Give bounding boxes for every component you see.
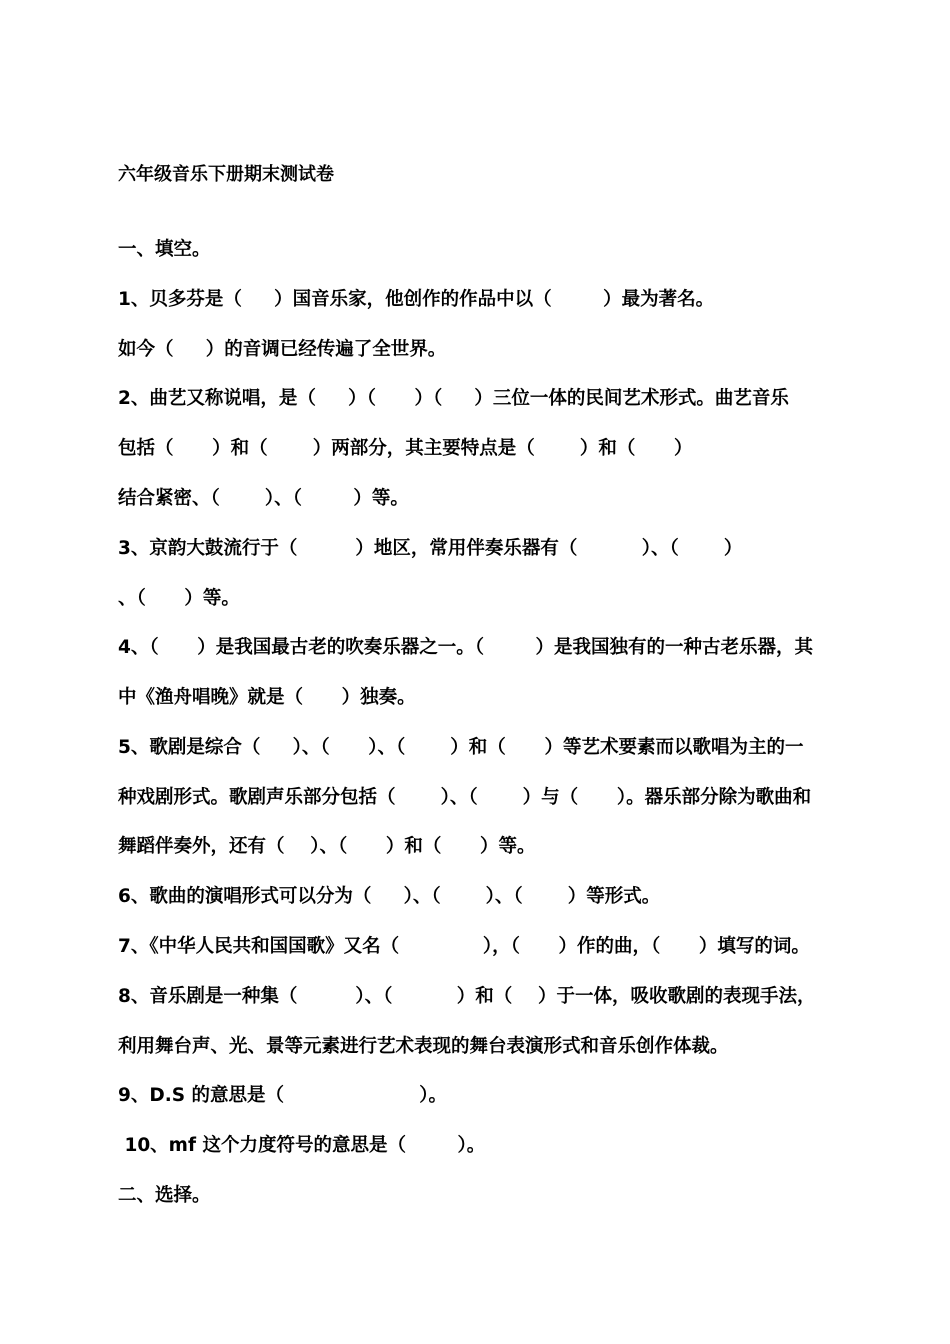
question-line: 、（ ）等。 xyxy=(118,588,240,609)
question-line: 1、贝多芬是（ ）国音乐家，他创作的作品中以（ ）最为著名。 xyxy=(118,289,715,310)
question-line: 4、（ ）是我国最古老的吹奏乐器之一。（ ）是我国独有的一种古老乐器，其 xyxy=(118,637,814,658)
question-line: 9、D.S 的意思是（ ）。 xyxy=(118,1085,448,1106)
section-heading-fill-in: 一、填空。 xyxy=(118,239,211,260)
question-line: 3、京韵大鼓流行于（ ）地区，常用伴奏乐器有（ ）、（ ） xyxy=(118,538,743,559)
question-line: 2、曲艺又称说唱，是（ ）（ ）（ ）三位一体的民间艺术形式。曲艺音乐 xyxy=(118,388,789,409)
question-line: 5、歌剧是综合（ ）、（ ）、（ ）和（ ）等艺术要素而以歌唱为主的一 xyxy=(118,737,804,758)
question-line: 结合紧密、（ ）、（ ）等。 xyxy=(118,488,409,509)
section-heading-choice: 二、选择。 xyxy=(118,1185,211,1206)
question-line: 利用舞台声、光、景等元素进行艺术表现的舞台表演形式和音乐创作体裁。 xyxy=(118,1036,729,1057)
question-line: 10、mf 这个力度符号的意思是（ ）。 xyxy=(118,1135,486,1156)
question-line: 舞蹈伴奏外，还有（ ）、（ ）和（ ）等。 xyxy=(118,836,536,857)
question-line: 如今（ ）的音调已经传遍了全世界。 xyxy=(118,339,447,360)
question-line: 7、《中华人民共和国国歌》又名（ ），（ ）作的曲，（ ）填写的词。 xyxy=(118,936,810,957)
question-line: 8、音乐剧是一种集（ ）、（ ）和（ ）于一体，吸收歌剧的表现手法， xyxy=(118,986,816,1007)
question-line: 种戏剧形式。歌剧声乐部分包括（ ）、（ ）与（ ）。器乐部分除为歌曲和 xyxy=(118,787,812,808)
question-line: 6、歌曲的演唱形式可以分为（ ）、（ ）、（ ）等形式。 xyxy=(118,886,661,907)
question-line: 包括（ ）和（ ）两部分，其主要特点是（ ）和（ ） xyxy=(118,438,693,459)
page-title: 六年级音乐下册期末测试卷 xyxy=(118,164,334,185)
question-line: 中《渔舟唱晚》就是（ ）独奏。 xyxy=(118,687,416,708)
